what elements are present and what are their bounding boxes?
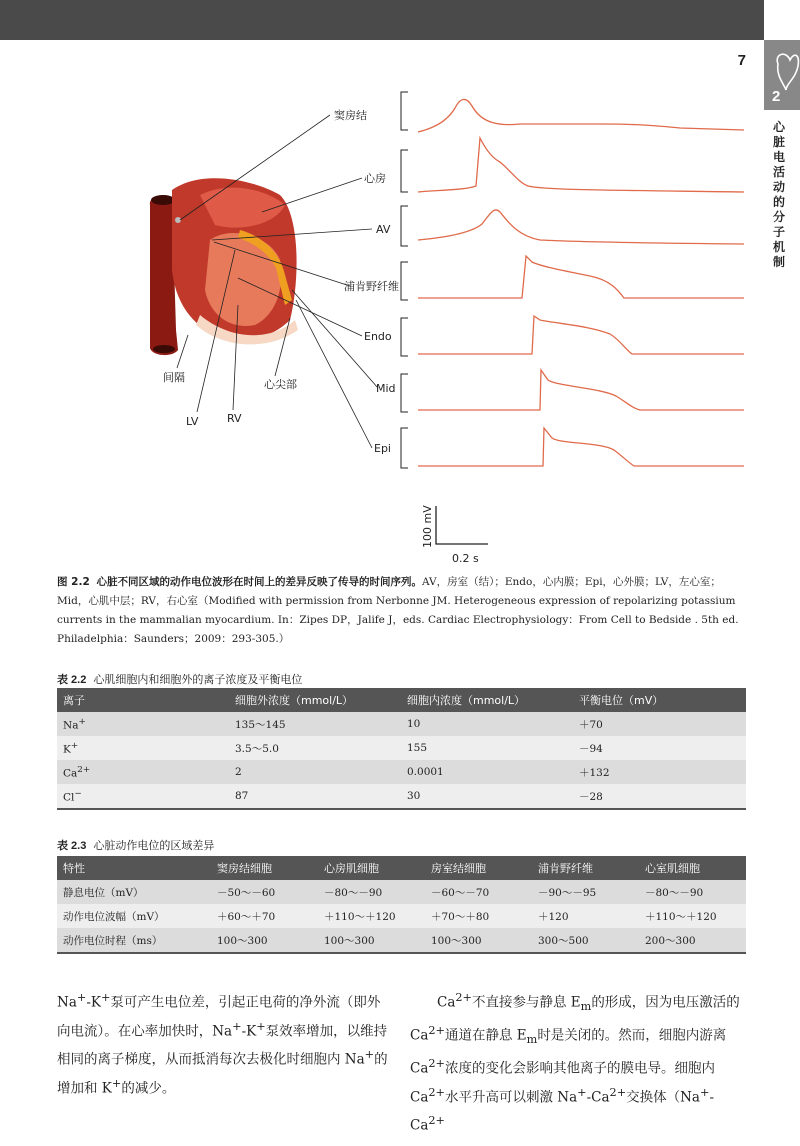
body-text-left: Na+-K+泵可产生电位差，引起正电荷的净外流（即外向电流）。在心率加快时，Na+-K+泵效率增加，以维持相同的离子梯度，从而抵消每次去极化时细胞内 Na+的增加和 K+的减少。 — [57, 991, 388, 1096]
table-cell: 10 — [401, 712, 573, 736]
caption-label: 图 2.2 — [57, 576, 90, 588]
ion-cell: Na+ — [57, 712, 229, 736]
table-header-cell: 心房肌细胞 — [318, 856, 425, 880]
ion-cell: K+ — [57, 736, 229, 760]
trace-endo — [418, 316, 744, 354]
ion-cell: $Ca^{2+}$ — [57, 760, 229, 784]
trace-sa-node — [418, 99, 744, 132]
table-cell: －28 — [573, 784, 746, 809]
trace-mid — [418, 370, 744, 410]
table23-title: 心脏动作电位的区域差异 — [93, 839, 215, 852]
page-number: 7 — [737, 52, 746, 69]
scale-bar — [421, 505, 488, 565]
trace-brackets — [401, 92, 408, 468]
table-cell: 100～300 — [318, 928, 425, 953]
body-text-right: $Ca^{2+}$不直接参与静息 $E_m$的形成，因为电压激活的 $Ca^{2+}$通道在静息 $E_m$时是关闭的。然而，细胞内游离 $Ca^{2+}$浓度的变化会影响其他离子的膜电导。细胞内 $Ca^{2+}$水平升高可以刺激 $Na^+-Ca^{2+}$交换体（$Na^+-Ca^{2+}$ — [410, 991, 740, 1134]
ion-concentration-table — [57, 688, 746, 810]
table-cell: 2 — [229, 760, 401, 784]
label-endo: Endo — [364, 330, 392, 343]
ion-cell: Cl− — [57, 784, 229, 809]
table-cell: 30 — [401, 784, 573, 809]
table-cell: －90～－95 — [532, 880, 639, 904]
table23-label: 表 2.3 — [57, 840, 87, 852]
caption-bold: 心脏不同区域的动作电位波形在时间上的差异反映了传导的时间序列。 — [96, 576, 422, 588]
label-atrium: 心房 — [364, 172, 386, 185]
scale-time-label: 0.2 s — [452, 552, 479, 565]
vessel-opening-top — [151, 195, 175, 205]
table-cell: ＋120 — [532, 904, 639, 928]
label-lv: LV — [186, 415, 199, 428]
label-purkinje: 浦肯野纤维 — [344, 280, 399, 293]
table-cell: 155 — [401, 736, 573, 760]
table-cell: 200～300 — [639, 928, 746, 953]
regional-ap-table — [57, 856, 746, 954]
table-header-cell: 窦房结细胞 — [211, 856, 318, 880]
label-apex: 心尖部 — [264, 378, 297, 391]
label-sa-node: 窦房结 — [334, 109, 367, 122]
table-row — [57, 760, 746, 784]
table-cell: ＋60～＋70 — [211, 904, 318, 928]
table-header-cell: 浦肯野纤维 — [532, 856, 639, 880]
table-cell: －50～－60 — [211, 880, 318, 904]
table-cell: 动作电位波幅（mV） — [57, 904, 211, 928]
trace-epi — [418, 428, 744, 466]
table-row — [57, 880, 746, 904]
table-header-cell: 细胞外浓度（mmol/L） — [229, 688, 401, 712]
label-septum: 间隔 — [163, 371, 185, 384]
trace-atrium — [418, 138, 744, 192]
label-epi: Epi — [374, 442, 391, 455]
chapter-number: 2 — [772, 88, 781, 105]
table22-caption — [57, 671, 302, 687]
label-rv: RV — [227, 412, 242, 425]
trace-purkinje — [418, 256, 744, 298]
table-header-cell: 离子 — [57, 688, 229, 712]
table23-caption — [57, 837, 214, 853]
table-cell: －60～－70 — [425, 880, 532, 904]
table-cell: 300～500 — [532, 928, 639, 953]
table-cell: －80～－90 — [318, 880, 425, 904]
scale-voltage-label: 100 mV — [421, 505, 434, 548]
table22-title: 心肌细胞内和细胞外的离子浓度及平衡电位 — [93, 673, 303, 686]
table-cell: ＋70～＋80 — [425, 904, 532, 928]
table-cell: 静息电位（mV） — [57, 880, 211, 904]
table22-label: 表 2.2 — [57, 674, 87, 686]
table-cell: 135～145 — [229, 712, 401, 736]
table-row — [57, 904, 746, 928]
table-cell: －94 — [573, 736, 746, 760]
heart-illustration — [150, 178, 298, 355]
table-cell: 动作电位时程（ms） — [57, 928, 211, 953]
caption-rest: AV，房室（结）；Endo，心内膜；Epi，心外膜；LV，左心室；Mid，心肌中层；RV，右心室（Modified with permission from Nerbonne JM. Heterogeneous expression of repolarizing potassium currents in the mammalian myocardium. In：Zipes DP，Jalife J，eds. Cardiac Electrophysiology：From Cell to Bedside . 5th ed. Philadelphia：Saunders；2009：293-305.） — [57, 576, 739, 645]
label-mid: Mid — [376, 382, 396, 395]
table-row — [57, 784, 746, 809]
table-cell: ＋132 — [573, 760, 746, 784]
table-cell: ＋110～＋120 — [639, 904, 746, 928]
action-potential-figure — [0, 0, 800, 570]
label-av: AV — [376, 223, 391, 236]
ap-traces — [418, 99, 744, 466]
table-cell: 100～300 — [211, 928, 318, 953]
table-cell: 100～300 — [425, 928, 532, 953]
table-cell: ＋70 — [573, 712, 746, 736]
table-row — [57, 928, 746, 953]
table-header-cell: 心室肌细胞 — [639, 856, 746, 880]
table-header — [57, 688, 746, 712]
table-cell: 3.5～5.0 — [229, 736, 401, 760]
table-header-cell: 平衡电位（mV） — [573, 688, 746, 712]
table-cell: ＋110～＋120 — [318, 904, 425, 928]
table-header-cell: 细胞内浓度（mmol/L） — [401, 688, 573, 712]
table-header-cell: 特性 — [57, 856, 211, 880]
table-cell: 0.0001 — [401, 760, 573, 784]
chapter-title: 心脏电活动的分子机制 — [773, 120, 786, 269]
ventricle-inner — [205, 233, 281, 326]
table-cell: 87 — [229, 784, 401, 809]
table-row — [57, 736, 746, 760]
trace-av — [418, 210, 744, 244]
table-header — [57, 856, 746, 880]
table-row — [57, 712, 746, 736]
vessel-opening-bottom — [153, 345, 175, 353]
table-header-cell: 房室结细胞 — [425, 856, 532, 880]
figure-caption — [57, 573, 747, 649]
table-cell: －80～－90 — [639, 880, 746, 904]
